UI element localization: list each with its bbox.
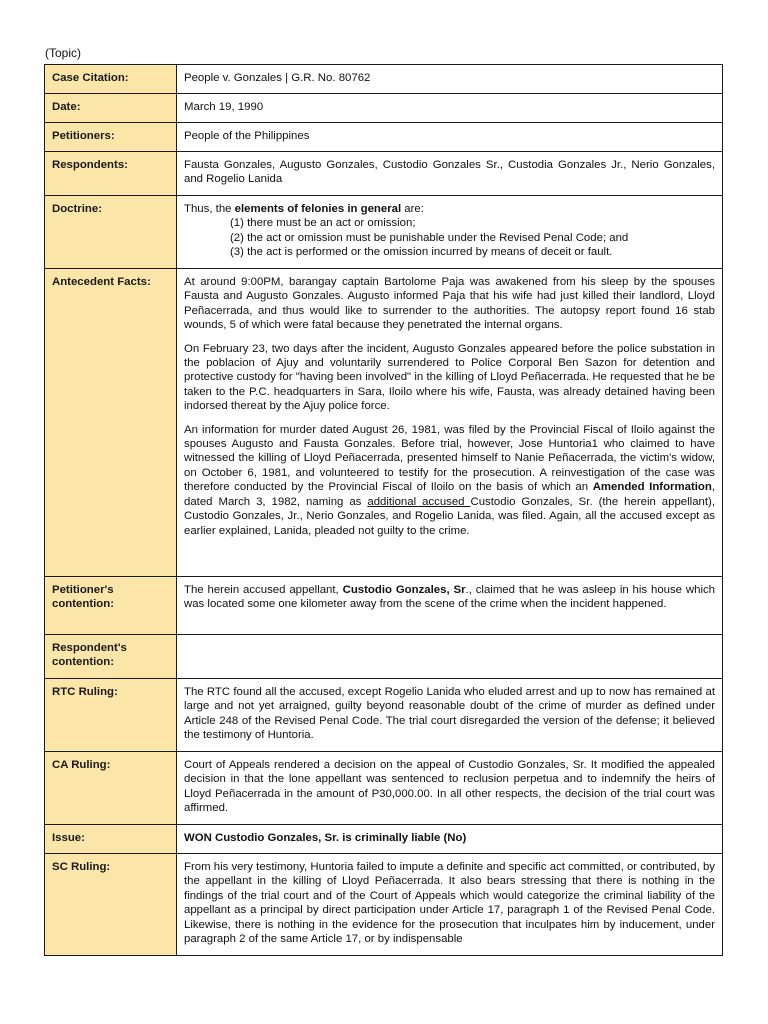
- value-doctrine: [177, 196, 723, 269]
- label-ca-ruling: CA Ruling:: [45, 752, 177, 825]
- doctrine-intro: Thus, the elements of felonies in general are:: [184, 203, 424, 215]
- row-rtc-ruling: [45, 679, 723, 752]
- row-doctrine: [45, 196, 723, 269]
- value-petitioners: People of the Philippines: [177, 123, 723, 152]
- antecedent-paragraph-2: On February 23, two days after the incident, Augusto Gonzales appeared before the police substation in the poblacion of Ajuy and voluntarily surrendered to Police Corporal Ben Sazon for detention and protective custody for "having been involved" in the killing of Lloyd Peñacerrada. He requested that he be taken to the P.C. headquarters in Sara, Iloilo where his wife, Fausta, was already detained having been indorsed thereat by the Ajuy police force.: [184, 342, 715, 413]
- label-rtc-ruling: RTC Ruling:: [45, 679, 177, 752]
- row-case-citation: [45, 65, 723, 94]
- doctrine-element: (1) there must be an act or omission;: [230, 217, 416, 230]
- row-antecedent-facts: [45, 269, 723, 577]
- doctrine-element: (3) the act is performed or the omission incurred by means of deceit or fault.: [230, 246, 613, 259]
- value-petitioner-contention: The herein accused appellant, Custodio Gonzales, Sr., claimed that he was asleep in his house which was located some one kilometer away from the scene of the crime when the incident happened.: [177, 577, 723, 635]
- topic-heading: (Topic): [45, 46, 82, 60]
- label-respondents: Respondents:: [45, 152, 177, 196]
- value-antecedent-facts: [177, 269, 723, 577]
- label-antecedent-facts: Antecedent Facts:: [45, 269, 177, 577]
- row-ca-ruling: [45, 752, 723, 825]
- row-petitioner-contention: [45, 577, 723, 635]
- row-respondent-contention: [45, 635, 723, 679]
- label-doctrine: Doctrine:: [45, 196, 177, 269]
- additional-accused-underline: additional accused: [367, 495, 471, 508]
- label-date: Date:: [45, 94, 177, 123]
- row-issue: [45, 825, 723, 854]
- doctrine-elements-list: [230, 216, 715, 259]
- doctrine-element: (2) the act or omission must be punishable under the Revised Penal Code; and: [230, 231, 629, 244]
- value-respondent-contention: [177, 635, 723, 679]
- label-sc-ruling: SC Ruling:: [45, 854, 177, 956]
- value-rtc-ruling: The RTC found all the accused, except Rogelio Lanida who eluded arrest and up to now has remained at large and not yet arraigned, guilty beyond reasonable doubt of the crime of murder as defined under Article 248 of the Revised Penal Code. The trial court disregarded the version of the defense; it believed the testimony of Huntoria.: [177, 679, 723, 752]
- row-date: [45, 94, 723, 123]
- doctrine-emphasis: elements of felonies in general: [234, 203, 402, 215]
- value-respondents: Fausta Gonzales, Augusto Gonzales, Custodio Gonzales Sr., Custodia Gonzales Jr., Nerio Gonzales, and Rogelio Lanida: [177, 152, 723, 196]
- amended-information-emphasis: Amended Information: [592, 481, 712, 494]
- row-respondents: [45, 152, 723, 196]
- value-sc-ruling: From his very testimony, Huntoria failed to impute a definite and specific act committed, or contributed, by the appellant in the killing of Lloyd Peñacerrada. It also bears stressing that there is nothing in the findings of the trial court and of the Court of Appeals which would categorize the criminal liability of the appellant as a principal by direct participation under Article 17, paragraph 1 of the Revised Penal Code. Likewise, there is nothing in the evidence for the prosecution that inculpates him by inducement, under paragraph 2 of the same Article 17, or by indispensable: [177, 854, 723, 956]
- value-case-citation: People v. Gonzales | G.R. No. 80762: [177, 65, 723, 94]
- row-sc-ruling: [45, 854, 723, 956]
- label-case-citation: Case Citation:: [45, 65, 177, 94]
- row-petitioners: [45, 123, 723, 152]
- antecedent-paragraph-1: At around 9:00PM, barangay captain Bartolome Paja was awakened from his sleep by the spouses Fausta and Augusto Gonzales. Augusto informed Paja that his wife had just killed their landlord, Lloyd Peñacerrada, and thus would like to surrender to the authorities. The autopsy report found 16 stab wounds, 5 of which were fatal because they penetrated the internal organs.: [184, 276, 715, 332]
- appellant-name-emphasis: Custodio Gonzales, Sr: [342, 584, 466, 596]
- antecedent-paragraph-3: An information for murder dated August 26, 1981, was filed by the Provincial Fiscal of Iloilo against the spouses Augusto and Fausta Gonzales. Before trial, however, Jose Huntoria1 who claimed to have witnessed the killing of Lloyd Peñacerrada, presented himself to Nanie Peñacerrada, the victim's widow, on October 6, 1981, and volunteered to testify for the prosecution. A reinvestigation of the case was therefore conducted by the Provincial Fiscal of Iloilo on the basis of which an Amended Information, dated March 3, 1982, naming as additional accused Custodio Gonzales, Sr. (the herein appellant), Custodio Gonzales, Jr., Nerio Gonzales, and Rogelio Lanida, was filed. Again, all the accused except as earlier explained, Lanida, pleaded not guilty to the crime.: [184, 423, 715, 537]
- label-petitioners: Petitioners:: [45, 123, 177, 152]
- value-issue: WON Custodio Gonzales, Sr. is criminally liable (No): [177, 825, 723, 854]
- label-respondent-contention: Respondent's contention:: [45, 635, 177, 679]
- label-petitioner-contention: Petitioner's contention:: [45, 577, 177, 635]
- case-digest-table: [44, 64, 723, 956]
- value-ca-ruling: Court of Appeals rendered a decision on the appeal of Custodio Gonzales, Sr. It modified the appealed decision in that the lone appellant was sentenced to reclusion perpetua and to indemnify the heirs of Lloyd Peñacerrada in the amount of P30,000.00. In all other respects, the decision of the trial court was affirmed.: [177, 752, 723, 825]
- value-date: March 19, 1990: [177, 94, 723, 123]
- label-issue: Issue:: [45, 825, 177, 854]
